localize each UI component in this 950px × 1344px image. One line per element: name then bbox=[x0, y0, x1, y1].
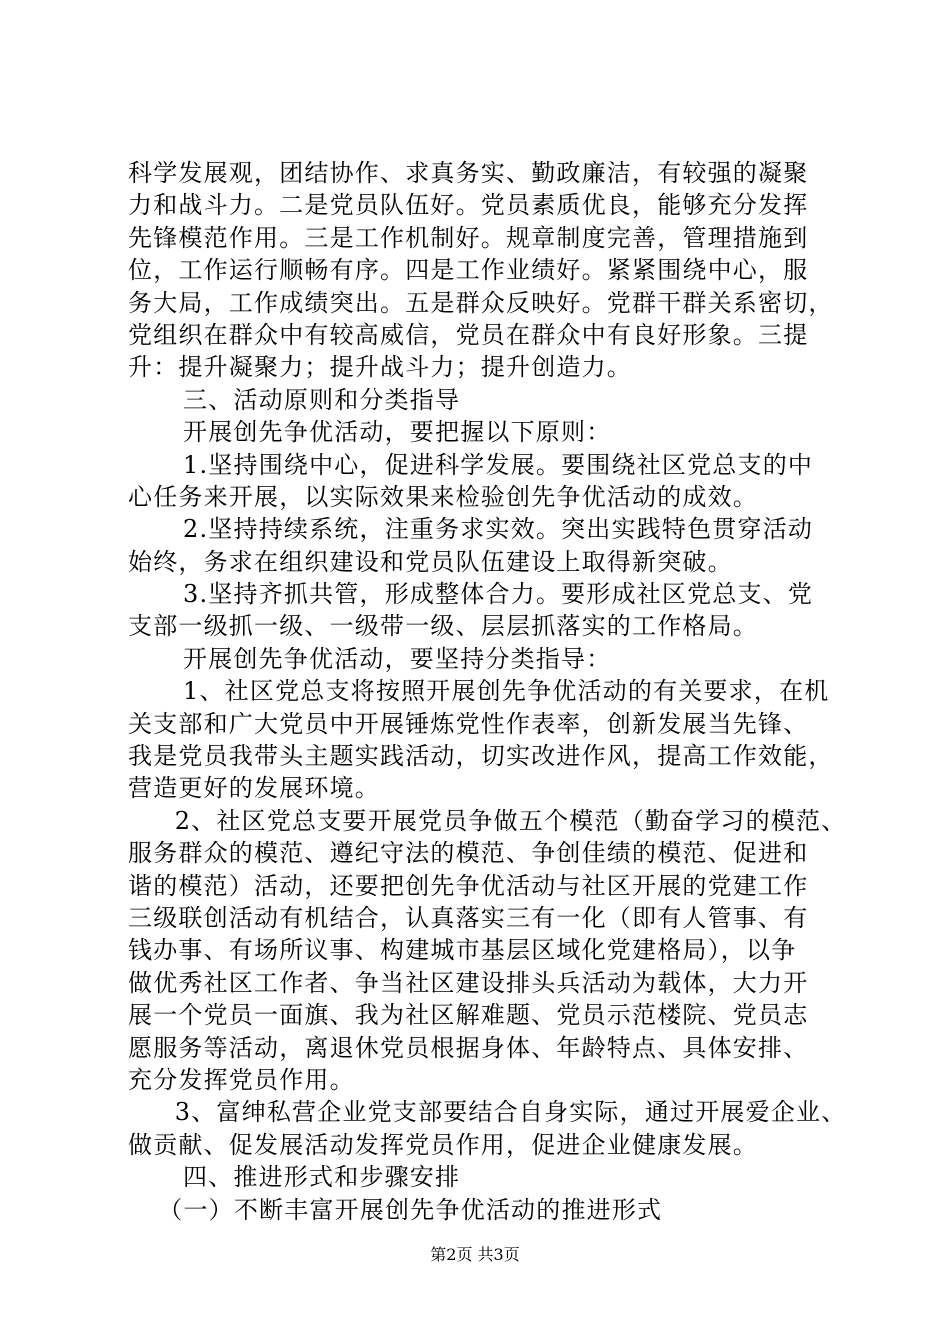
text-line: 关支部和广大党员中开展锤炼党性作表率，创新发展当先锋、 bbox=[128, 709, 809, 738]
body-text bbox=[128, 157, 847, 1226]
text-line: 2、社区党总支要开展党员争做五个模范（勤奋学习的模范、 bbox=[174, 806, 847, 835]
text-line: 党组织在群众中有较高威信，党员在群众中有良好形象。三提 bbox=[128, 320, 809, 349]
text-line: 开展创先争优活动，要把握以下原则： bbox=[183, 418, 612, 447]
text-line: 三、活动原则和分类指导 bbox=[183, 385, 461, 414]
text-line: 心任务来开展，以实际效果来检验创先争优活动的成效。 bbox=[128, 482, 758, 511]
text-line: 开展创先争优活动，要坚持分类指导： bbox=[183, 644, 612, 673]
text-line: 力和战斗力。二是党员队伍好。党员素质优良，能够充分发挥 bbox=[128, 191, 809, 220]
text-line: 支部一级抓一级、一级带一级、层层抓落实的工作格局。 bbox=[128, 612, 758, 641]
text-line: 科学发展观，团结协作、求真务实、勤政廉洁，有较强的凝聚 bbox=[128, 159, 809, 187]
text-line: 升：提升凝聚力；提升战斗力；提升创造力。 bbox=[128, 353, 632, 382]
text-line: 2.坚持持续系统，注重务求实效。突出实践特色贯穿活动 bbox=[183, 515, 814, 544]
text-line: 谐的模范）活动，还要把创先争优活动与社区开展的党建工作 bbox=[128, 871, 809, 900]
text-line: 我是党员我带头主题实践活动，切实改进作风，提高工作效能， bbox=[128, 742, 834, 771]
text-line: 三级联创活动有机结合，认真落实三有一化（即有人管事、有 bbox=[128, 903, 809, 932]
text-line: 做优秀社区工作者、争当社区建设排头兵活动为载体，大力开 bbox=[128, 968, 809, 997]
text-line: 愿服务等活动，离退休党员根据身体、年龄特点、具体安排、 bbox=[128, 1033, 809, 1062]
text-line: 1、社区党总支将按照开展创先争优活动的有关要求，在机 bbox=[183, 677, 830, 706]
text-line: 钱办事、有场所议事、构建城市基层区域化党建格局），以争 bbox=[128, 936, 797, 965]
text-line: 先锋模范作用。三是工作机制好。规章制度完善，管理措施到 bbox=[128, 223, 809, 252]
text-line: 四、推进形式和步骤安排 bbox=[183, 1163, 461, 1192]
text-line: 3、富绅私营企业党支部要结合自身实际，通过开展爱企业、 bbox=[174, 1098, 847, 1127]
text-line: 位，工作运行顺畅有序。四是工作业绩好。紧紧围绕中心，服 bbox=[128, 256, 809, 285]
text-line: 做贡献、促发展活动发挥党员作用，促进企业健康发展。 bbox=[128, 1130, 758, 1159]
text-line: 1.坚持围绕中心，促进科学发展。要围绕社区党总支的中 bbox=[183, 450, 814, 479]
text-line: （一）不断丰富开展创先争优活动的推进形式 bbox=[158, 1195, 663, 1224]
page-footer: 第2页 共3页 bbox=[430, 1245, 520, 1264]
text-line: 始终，务求在组织建设和党员队伍建设上取得新突破。 bbox=[128, 547, 733, 576]
text-line: 3.坚持齐抓共管，形成整体合力。要形成社区党总支、党 bbox=[183, 580, 814, 609]
text-line: 充分发挥党员作用。 bbox=[128, 1065, 355, 1094]
text-line: 展一个党员一面旗、我为社区解难题、党员示范楼院、党员志 bbox=[128, 1001, 809, 1030]
text-line: 服务群众的模范、遵纪守法的模范、争创佳绩的模范、促进和 bbox=[128, 839, 809, 868]
text-line: 营造更好的发展环境。 bbox=[128, 774, 380, 803]
text-line: 务大局，工作成绩突出。五是群众反映好。党群干群关系密切， bbox=[128, 288, 834, 317]
